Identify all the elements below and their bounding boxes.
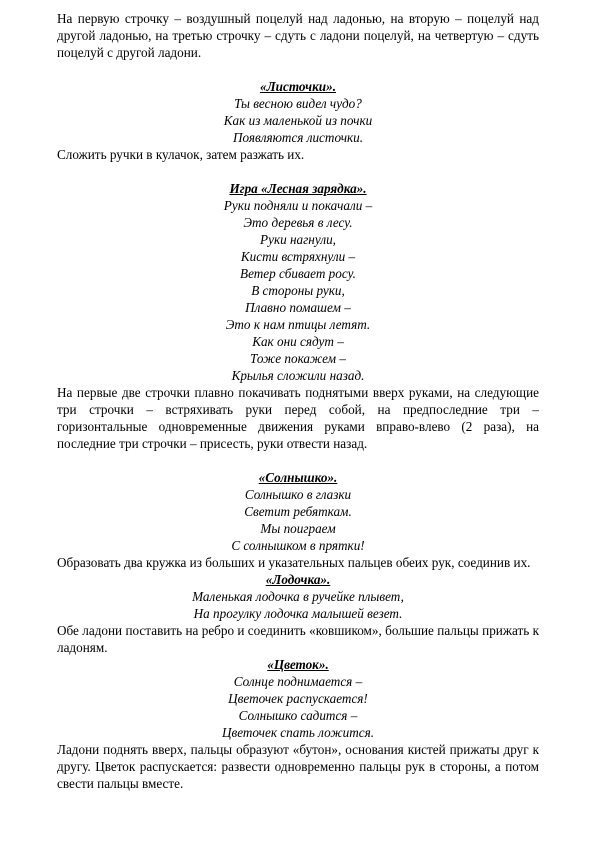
verse-line: Солнышко в глазки <box>244 487 352 502</box>
verse-line: Это деревья в лесу. <box>243 215 353 230</box>
section-tsvetok <box>57 656 539 792</box>
verse-line: Тоже покажем – <box>250 351 346 366</box>
verse-line: На прогулку лодочка малышей везет. <box>193 606 403 621</box>
section-instruction: Образовать два кружка из больших и указательных пальцев обеих рук, соединив их. <box>57 555 531 570</box>
section-instruction: Обе ладони поставить на ребро и соединить «ковшиком», большие пальцы прижать к ладоням. <box>57 623 539 655</box>
section-title: «Листочки». <box>260 79 336 94</box>
section-lodochka <box>57 571 539 656</box>
section-title: «Цветок». <box>267 657 329 672</box>
verse-line: Это к нам птицы летят. <box>225 317 371 332</box>
section-title: «Солнышко». <box>258 470 338 485</box>
section-listochki <box>57 78 539 163</box>
section-solnyshko <box>57 469 539 571</box>
verse-line: Ты весною видел чудо? <box>234 96 362 111</box>
section-instruction: Ладони поднять вверх, пальцы образуют «бутон», основания кистей прижаты друг к другу. Цветок распускается: развести одновременно пальцы рук в стороны, а потом свести пальцы вместе. <box>57 742 539 791</box>
verse-line: Цветочек распускается! <box>228 691 368 706</box>
verse-line: Ветер сбивает росу. <box>240 266 356 281</box>
verse-line: Появляются листочки. <box>232 130 364 145</box>
verse-line: Плавно помашем – <box>245 300 351 315</box>
section-title: «Лодочка». <box>265 572 331 587</box>
verse-line: Солнце поднимается – <box>233 674 363 689</box>
verse-line: Кисти встряхнули – <box>240 249 356 264</box>
verse-line: Руки подняли и покачали – <box>223 198 373 213</box>
verse-line: С солнышком в прятки! <box>231 538 365 553</box>
verse-line: Крылья сложили назад. <box>231 368 365 383</box>
verse-line: В стороны руки, <box>251 283 345 298</box>
verse-line: Руки нагнули, <box>260 232 336 247</box>
verse-line: Как из маленькой из почки <box>223 113 373 128</box>
spacer <box>57 452 539 469</box>
spacer <box>57 61 539 78</box>
verse-line: Солнышко садится – <box>238 708 358 723</box>
section-instruction: На первые две строчки плавно покачивать поднятыми вверх руками, на следующие три строчки – встряхивать руки перед собой, на предпоследние три – горизонтальные одновременные движения руками вправо-влево (2 раза), на последние три строчки – присесть, руки отвести назад. <box>57 385 539 451</box>
verse-line: Маленькая лодочка в ручейке плывет, <box>192 589 404 604</box>
verse-line: Как они сядут – <box>252 334 344 349</box>
document-page <box>57 10 539 792</box>
section-title: Игра «Лесная зарядка». <box>229 181 367 196</box>
verse-line: Светит ребяткам. <box>244 504 352 519</box>
section-instruction: Сложить ручки в кулачок, затем разжать их. <box>57 147 305 162</box>
spacer <box>57 163 539 180</box>
intro-paragraph: На первую строчку – воздушный поцелуй над ладонью, на вторую – поцелуй над другой ладонью, на третью строчку – сдуть с ладони поцелуй, на четвертую – сдуть поцелуй с другой ладони. <box>57 11 539 60</box>
verse-line: Цветочек спать ложится. <box>221 725 375 740</box>
verse-line: Мы поиграем <box>260 521 336 536</box>
section-lesnaya-zaryadka <box>57 180 539 452</box>
